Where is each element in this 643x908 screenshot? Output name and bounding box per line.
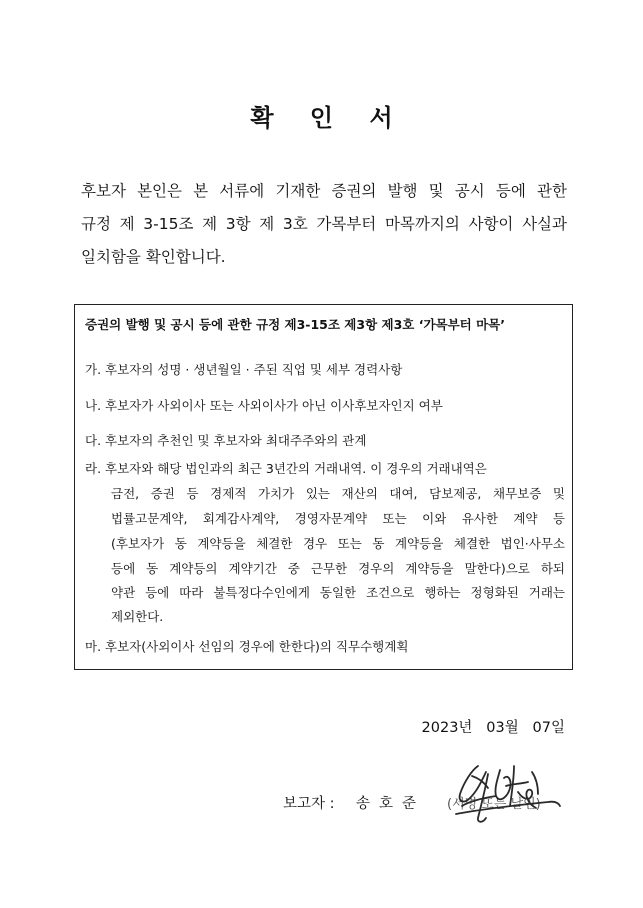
item-ra-continuation: 법률고문계약, 회계감사계약, 경영자문계약 또는 이와 유사한 계약 등 bbox=[111, 511, 565, 526]
reporter-label: 보고자 : bbox=[283, 796, 335, 812]
item-ga: 가. 후보자의 성명 · 생년월일 · 주된 직업 및 세부 경력사항 bbox=[85, 362, 403, 377]
item-ma: 마. 후보자(사외이사 선임의 경우에 한한다)의 직무수행계획 bbox=[85, 639, 409, 654]
document-title: 확 인 서 bbox=[250, 104, 407, 132]
intro-line: 일치함을 확인합니다. bbox=[81, 248, 226, 266]
item-da: 다. 후보자의 추천인 및 후보자와 최대주주와의 관계 bbox=[85, 433, 367, 448]
handwritten-signature bbox=[448, 752, 568, 832]
regulation-box-header: 증권의 발행 및 공시 등에 관한 규정 제3-15조 제3항 제3호 ‘가목부터 마목’ bbox=[85, 317, 505, 332]
intro-line: 규정 제 3-15조 제 3항 제 3호 가목부터 마목까지의 사항이 사실과 bbox=[81, 215, 567, 233]
item-ra-continuation: 제외한다. bbox=[111, 609, 164, 624]
item-ra: 라. 후보자와 해당 법인과의 최근 3년간의 거래내역. 이 경우의 거래내역은 bbox=[85, 461, 487, 476]
signature-or-seal-note: (서명 또는 날인) bbox=[447, 797, 541, 812]
item-ra-continuation: 약관 등에 따라 불특정다수인에게 동일한 조건으로 행하는 정형화된 거래는 bbox=[111, 585, 565, 600]
intro-line: 후보자 본인은 본 서류에 기재한 증권의 발행 및 공시 등에 관한 bbox=[81, 182, 567, 200]
document-date: 2023년 03월 07일 bbox=[421, 720, 565, 736]
item-ra-continuation: 등에 동 계약등의 계약기간 중 근무한 경우의 계약등을 말한다)으로 하되 bbox=[111, 561, 565, 576]
item-na: 나. 후보자가 사외이사 또는 사외이사가 아닌 이사후보자인지 여부 bbox=[85, 398, 443, 413]
item-ra-continuation: (후보자가 동 계약등을 체결한 경우 또는 동 계약등을 체결한 법인·사무소 bbox=[111, 536, 565, 551]
item-ra-continuation: 금전, 증권 등 경제적 가치가 있는 재산의 대여, 담보제공, 채무보증 및 bbox=[111, 486, 565, 501]
intro-paragraph bbox=[81, 180, 567, 279]
regulation-box bbox=[74, 304, 573, 670]
reporter-name: 송호준 bbox=[356, 796, 426, 812]
